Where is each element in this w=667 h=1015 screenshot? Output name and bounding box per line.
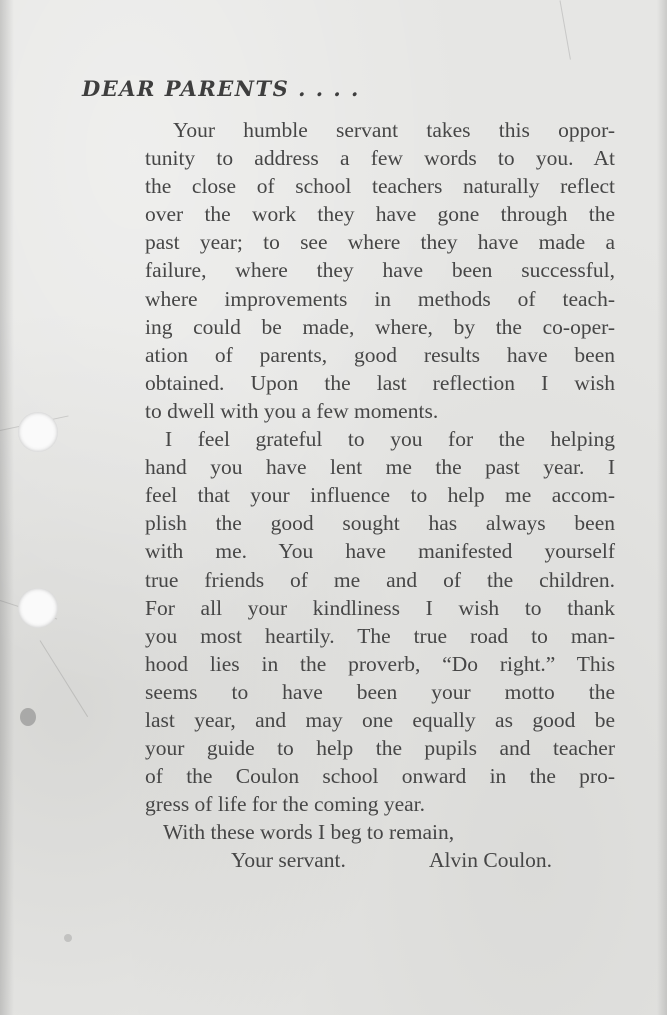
letter-line: gress of life for the coming year. [145,792,426,817]
letter-line: hand you have lent me the past year. I [145,455,615,480]
paper-edge-right [657,0,667,1015]
letter-line: last year, and may one equally as good be [145,707,615,732]
letter-line: where improvements in methods of teach- [145,286,615,311]
binder-hole-top [18,412,58,452]
letter-line: your guide to help the pupils and teacher [145,736,615,761]
letter-body [145,116,615,875]
paper-stain [20,708,36,726]
signature-line [145,846,615,874]
closing-salutation: Your servant. [231,848,346,873]
letter-line: seems to have been your motto the [145,679,615,704]
paper-crease [40,640,89,717]
letter-line: I feel grateful to you for the helping [165,427,615,452]
letter-line: plish the good sought has always been [145,511,615,536]
letter-line: Your humble servant takes this oppor- [173,118,615,142]
letter-line: hood lies in the proverb, “Do right.” This [145,651,615,676]
letter-line: true friends of me and of the children. [145,567,615,592]
signature-name: Alvin Coulon. [429,848,553,873]
paper-edge-left [0,0,14,1015]
letter-line: For all your kindliness I wish to thank [145,595,615,620]
letter-line: past year; to see where they have made a [145,230,615,255]
letter-line: you most heartily. The true road to man- [145,623,615,648]
letter-heading: DEAR PARENTS . . . . [82,76,360,101]
letter-line: With these words I beg to remain, [163,820,455,845]
letter-line: with me. You have manifested yourself [145,539,615,564]
paper-stain [64,934,72,942]
letter-line: to dwell with you a few moments. [145,398,439,423]
letter-line: ing could be made, where, by the co-oper- [145,314,615,339]
letter-line: ation of parents, good results have been [145,342,615,367]
letter-line: the close of school teachers naturally reflect [145,174,615,199]
letter-line: failure, where they have been successful, [145,258,615,283]
letter-line: of the Coulon school onward in the pro- [145,764,615,789]
paper-crease [560,0,571,59]
binder-hole-bottom [18,588,58,628]
letter-line: tunity to address a few words to you. At [145,146,615,171]
letter-line: feel that your influence to help me accom- [145,483,615,508]
letter-line: over the work they have gone through the [145,202,615,227]
letter-line: obtained. Upon the last reflection I wish [145,370,615,395]
